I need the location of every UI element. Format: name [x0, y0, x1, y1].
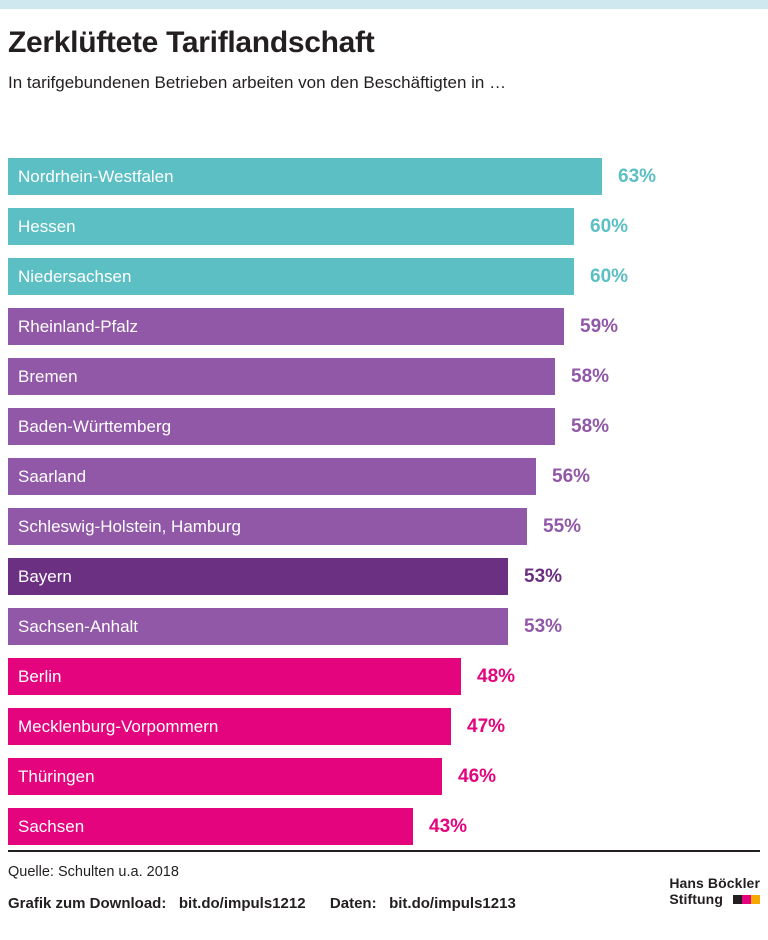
top-accent-rule [0, 0, 768, 9]
bar-value: 58% [571, 366, 610, 387]
download-label: Grafik zum Download: [8, 895, 167, 912]
bar-value: 47% [467, 716, 506, 737]
bar-value: 60% [590, 216, 629, 237]
bar [8, 158, 602, 195]
logo-line-2-row [669, 892, 760, 908]
bar-label: Berlin [18, 667, 62, 686]
bar-value: 55% [543, 516, 582, 537]
bar-value: 53% [524, 566, 563, 587]
bar-row [8, 408, 760, 445]
german-flag-icon [733, 892, 760, 908]
data-label: Daten: [329, 895, 377, 912]
bar [8, 758, 442, 795]
bar-value: 58% [571, 416, 610, 437]
bar-label: Saarland [18, 467, 87, 486]
bar [8, 358, 555, 395]
logo-line-2: Stiftung [669, 890, 723, 907]
bar-label: Baden-Württemberg [18, 417, 172, 436]
bar [8, 808, 413, 845]
bar-row [8, 808, 760, 845]
bar-label: Nordrhein-Westfalen [18, 167, 174, 186]
bar [8, 408, 555, 445]
bar [8, 308, 564, 345]
bar-value: 63% [618, 166, 657, 187]
footer-divider [8, 850, 760, 852]
bar-row [8, 458, 760, 495]
bar-row [8, 208, 760, 245]
data-link[interactable]: bit.do/impuls1213 [389, 895, 516, 912]
page-title: Zerklüftete Tariflandschaft [8, 26, 375, 59]
bar [8, 658, 461, 695]
download-note [8, 895, 516, 912]
bar-label: Thüringen [18, 767, 95, 786]
bar-label: Sachsen-Anhalt [18, 617, 139, 636]
bar-row [8, 608, 760, 645]
bar [8, 458, 536, 495]
bar-label: Bremen [18, 367, 78, 386]
bar-value: 59% [580, 316, 619, 337]
bar-row [8, 758, 760, 795]
bar-value: 56% [552, 466, 591, 487]
bar-row [8, 558, 760, 595]
bar [8, 508, 527, 545]
bar-value: 48% [477, 666, 516, 687]
bar-value: 53% [524, 616, 563, 637]
bar-chart-plot-area [8, 158, 760, 858]
bar-row [8, 308, 760, 345]
bar-row [8, 258, 760, 295]
bar-label: Niedersachsen [18, 267, 132, 286]
bar-label: Rheinland-Pfalz [18, 317, 139, 336]
bar-value: 43% [429, 816, 468, 837]
bar [8, 258, 574, 295]
publisher-logo [669, 876, 760, 908]
bar [8, 608, 508, 645]
bar [8, 558, 508, 595]
bar-row [8, 158, 760, 195]
source-note: Quelle: Schulten u.a. 2018 [8, 864, 179, 880]
bar-label: Schleswig-Holstein, Hamburg [18, 517, 241, 536]
bar-row [8, 708, 760, 745]
bar [8, 208, 574, 245]
bar-label: Mecklenburg-Vorpommern [18, 717, 219, 736]
chart-subtitle: In tarifgebundenen Betrieben arbeiten von den Beschäftigten in … [8, 73, 507, 92]
bar [8, 708, 451, 745]
bar-row [8, 508, 760, 545]
logo-line-1: Hans Böckler [669, 875, 760, 892]
bar-label: Bayern [18, 567, 72, 586]
bar-value: 46% [458, 766, 497, 787]
download-link[interactable]: bit.do/impuls1212 [178, 895, 306, 912]
bar-row [8, 658, 760, 695]
bar-label: Hessen [18, 217, 76, 236]
chart-header [8, 26, 760, 93]
bar-value: 60% [590, 266, 629, 287]
bar-label: Sachsen [18, 817, 85, 836]
bar-row [8, 358, 760, 395]
